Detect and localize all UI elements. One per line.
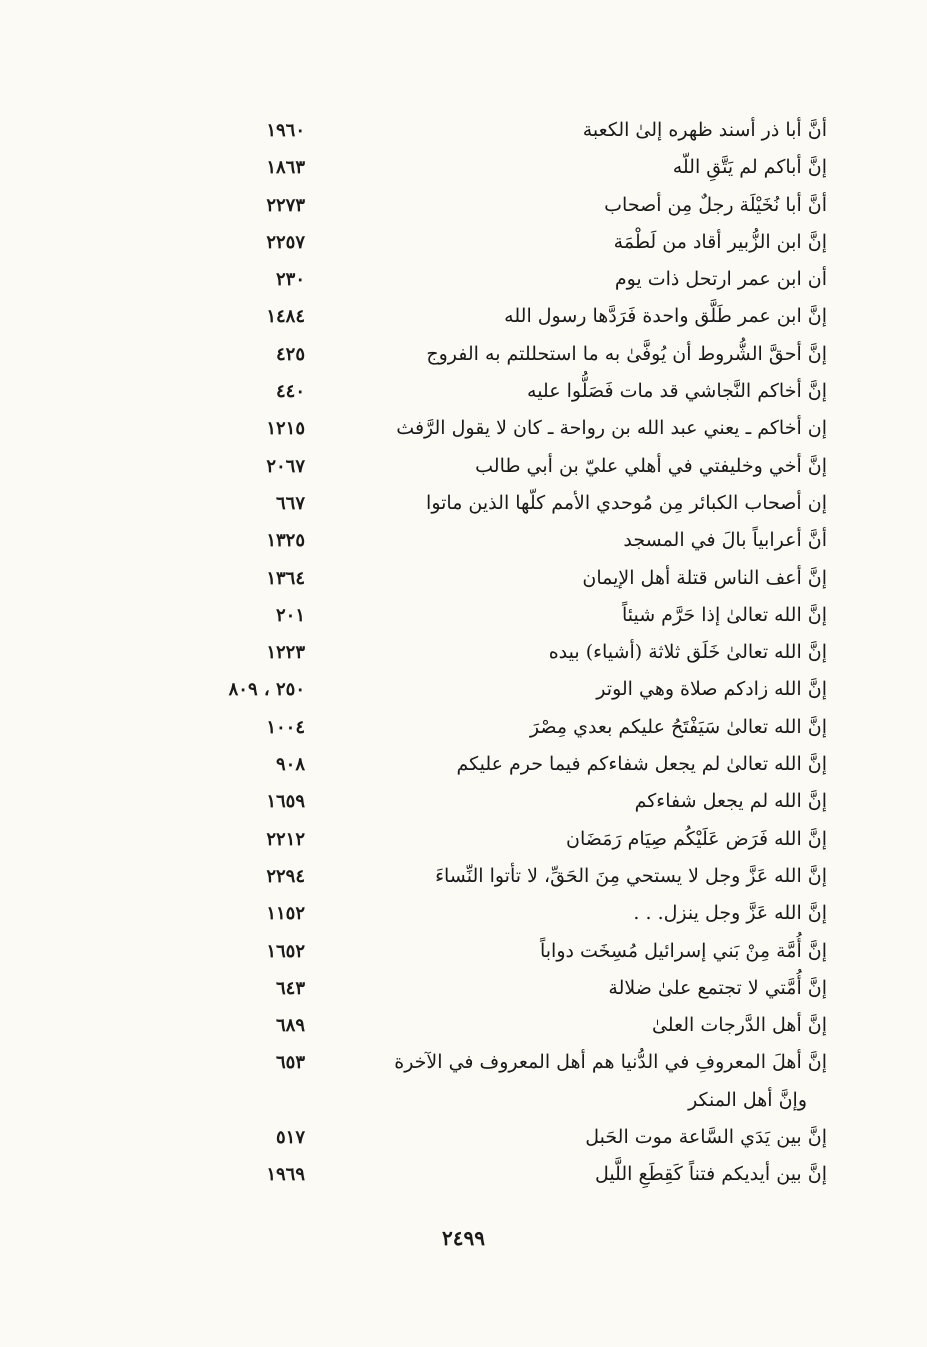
hadith-text: إنَّ أهل الدَّرجات العلىٰ — [651, 1014, 827, 1037]
hadith-number: ١٤٨٤ — [266, 306, 305, 328]
index-entry — [0, 224, 927, 261]
hadith-number: ١٦٥٩ — [266, 791, 305, 813]
index-entry — [0, 933, 927, 970]
hadith-text: إنَّ الله زادكم صلاة وهي الوتر — [596, 678, 827, 701]
hadith-text: أنَّ أعرابياً بالَ في المسجد — [623, 529, 827, 552]
index-entry — [0, 1082, 927, 1119]
hadith-number: ١٩٦٠ — [266, 120, 305, 141]
hadith-text: أن ابن عمر ارتحل ذات يوم — [614, 268, 827, 291]
hadith-text: إنَّ بين أيديكم فتناً كَقِطَعِ اللَّيل — [594, 1163, 827, 1186]
index-entry — [0, 821, 927, 858]
hadith-number: ٤٤٠ — [275, 381, 305, 403]
index-entry — [0, 187, 927, 224]
hadith-number: ٥١٧ — [275, 1127, 305, 1149]
page-number: ٢٤٩٩ — [442, 1226, 485, 1250]
hadith-text: إنَّ أعف الناس قتلة أهل الإيمان — [582, 566, 827, 589]
hadith-number: ٩٠٨ — [275, 754, 305, 776]
index-entry — [0, 336, 927, 373]
index-entry — [0, 261, 927, 298]
hadith-text: إنَّ أحقَّ الشُّروط أن يُوفَّىٰ به ما استحللتم به الفروج — [426, 342, 827, 365]
hadith-text: أنَّ أبا نُخَيْلَة رجلٌ مِن أصحاب — [604, 193, 827, 216]
hadith-number: ٢٠١ — [275, 604, 305, 626]
hadith-number: ١٣٦٤ — [266, 567, 305, 589]
index-entry — [0, 560, 927, 597]
hadith-number: ٦٦٧ — [275, 492, 305, 514]
hadith-text: أنَّ أبا ذر أسند ظهره إلىٰ الكعبة — [582, 119, 827, 141]
index-entry — [0, 783, 927, 820]
hadith-number: ٢٢٧٣ — [266, 194, 305, 216]
index-entry — [0, 373, 927, 410]
index-entry — [0, 485, 927, 522]
hadith-number: ٢٣٠ — [275, 269, 305, 291]
hadith-text: إنَّ أخاكم النَّجاشي قد مات فَصَلُّوا عليه — [527, 380, 827, 403]
index-entry — [0, 597, 927, 634]
index-entry — [0, 1156, 927, 1193]
hadith-number: ٢٢٥٧ — [266, 231, 305, 253]
index-entry — [0, 746, 927, 783]
index-entry — [0, 858, 927, 895]
index-entry — [0, 1044, 927, 1081]
index-entry — [0, 522, 927, 559]
hadith-number: ١٢١٥ — [266, 418, 305, 440]
hadith-text: إنَّ ابن عمر طَلَّق واحدة فَرَدَّها رسول الله — [504, 305, 827, 328]
hadith-text: إنَّ الله تعالىٰ إذا حَرَّم شيئاً — [621, 603, 827, 626]
hadith-number: ١٠٠٤ — [266, 716, 305, 738]
index-entry — [0, 634, 927, 671]
index-entry — [0, 1119, 927, 1156]
hadith-text: وإنَّ أهل المنكر — [688, 1088, 807, 1111]
hadith-text: إنَّ الله فَرَض عَلَيْكُم صِيَام رَمَضَان — [566, 827, 827, 850]
hadith-number: ٢٥٠ ، ٨٠٩ — [228, 679, 305, 701]
hadith-number: ٦٤٣ — [275, 977, 305, 999]
index-entry — [0, 970, 927, 1007]
hadith-text: إنَّ أهلَ المعروفِ في الدُّنيا هم أهل المعروف في الآخرة — [394, 1051, 827, 1074]
hadith-text: إنَّ أُمَّة مِنْ بَني إسرائيل مُسِخَت دواباً — [539, 939, 827, 962]
hadith-text: إنَّ الله تعالىٰ خَلَق ثلاثة (أشياء) بيده — [548, 641, 827, 664]
index-entry — [0, 149, 927, 186]
hadith-number: ٢٠٦٧ — [266, 455, 305, 477]
hadith-number: ٤٢٥ — [275, 343, 305, 365]
hadith-text: إنَّ الله لم يجعل شفاءكم — [634, 790, 827, 813]
hadith-text: إنَّ بين يَدَي السَّاعة موت الحَبل — [585, 1126, 827, 1149]
hadith-number: ١٦٥٢ — [266, 940, 305, 962]
hadith-text: إنَّ أُمَّتي لا تجتمع علىٰ ضلالة — [608, 976, 827, 999]
hadith-text: إنَّ الله تعالىٰ سَيَفْتَحُ عليكم بعدي مِصْرَ — [529, 715, 827, 738]
hadith-number: ١٢٢٣ — [266, 642, 305, 664]
hadith-text: إنَّ ابن الزُّبير أقاد من لَطْمَة — [613, 230, 827, 253]
hadith-number: ١١٥٢ — [266, 903, 305, 925]
hadith-text: إن أصحاب الكبائر مِن مُوحدي الأمم كلّها الذين ماتوا — [426, 491, 827, 514]
hadith-index-list — [0, 112, 927, 1194]
hadith-text: إنَّ أباكم لم يَتَّقِ اللّه — [672, 156, 827, 179]
index-entry — [0, 298, 927, 335]
index-entry — [0, 448, 927, 485]
hadith-text: إنَّ أخي وخليفتي في أهلي عليّ بن أبي طالب — [475, 454, 827, 477]
index-entry — [0, 709, 927, 746]
hadith-number: ٦٨٩ — [275, 1015, 305, 1037]
index-entry — [0, 410, 927, 447]
hadith-number: ٢٢١٢ — [266, 828, 305, 850]
index-entry — [0, 671, 927, 708]
hadith-text: إن أخاكم ـ يعني عبد الله بن رواحة ـ كان لا يقول الرَّفث — [396, 417, 827, 440]
hadith-text: إنَّ الله تعالىٰ لم يجعل شفاءكم فيما حرم عليكم — [456, 753, 827, 776]
hadith-number: ١٣٢٥ — [266, 530, 305, 552]
index-entry — [0, 895, 927, 932]
hadith-number: ١٩٦٩ — [266, 1164, 305, 1186]
hadith-text: إنَّ الله عَزَّ وجل لا يستحي مِنَ الحَقِّ، لا تأتوا النِّساءَ — [435, 864, 827, 887]
hadith-text: إنَّ الله عَزَّ وجل ينزل. . . — [633, 902, 827, 925]
hadith-number: ٦٥٣ — [275, 1052, 305, 1074]
index-entry — [0, 112, 927, 149]
index-entry — [0, 1007, 927, 1044]
hadith-number: ١٨٦٣ — [266, 157, 305, 179]
hadith-number: ٢٢٩٤ — [266, 865, 305, 887]
